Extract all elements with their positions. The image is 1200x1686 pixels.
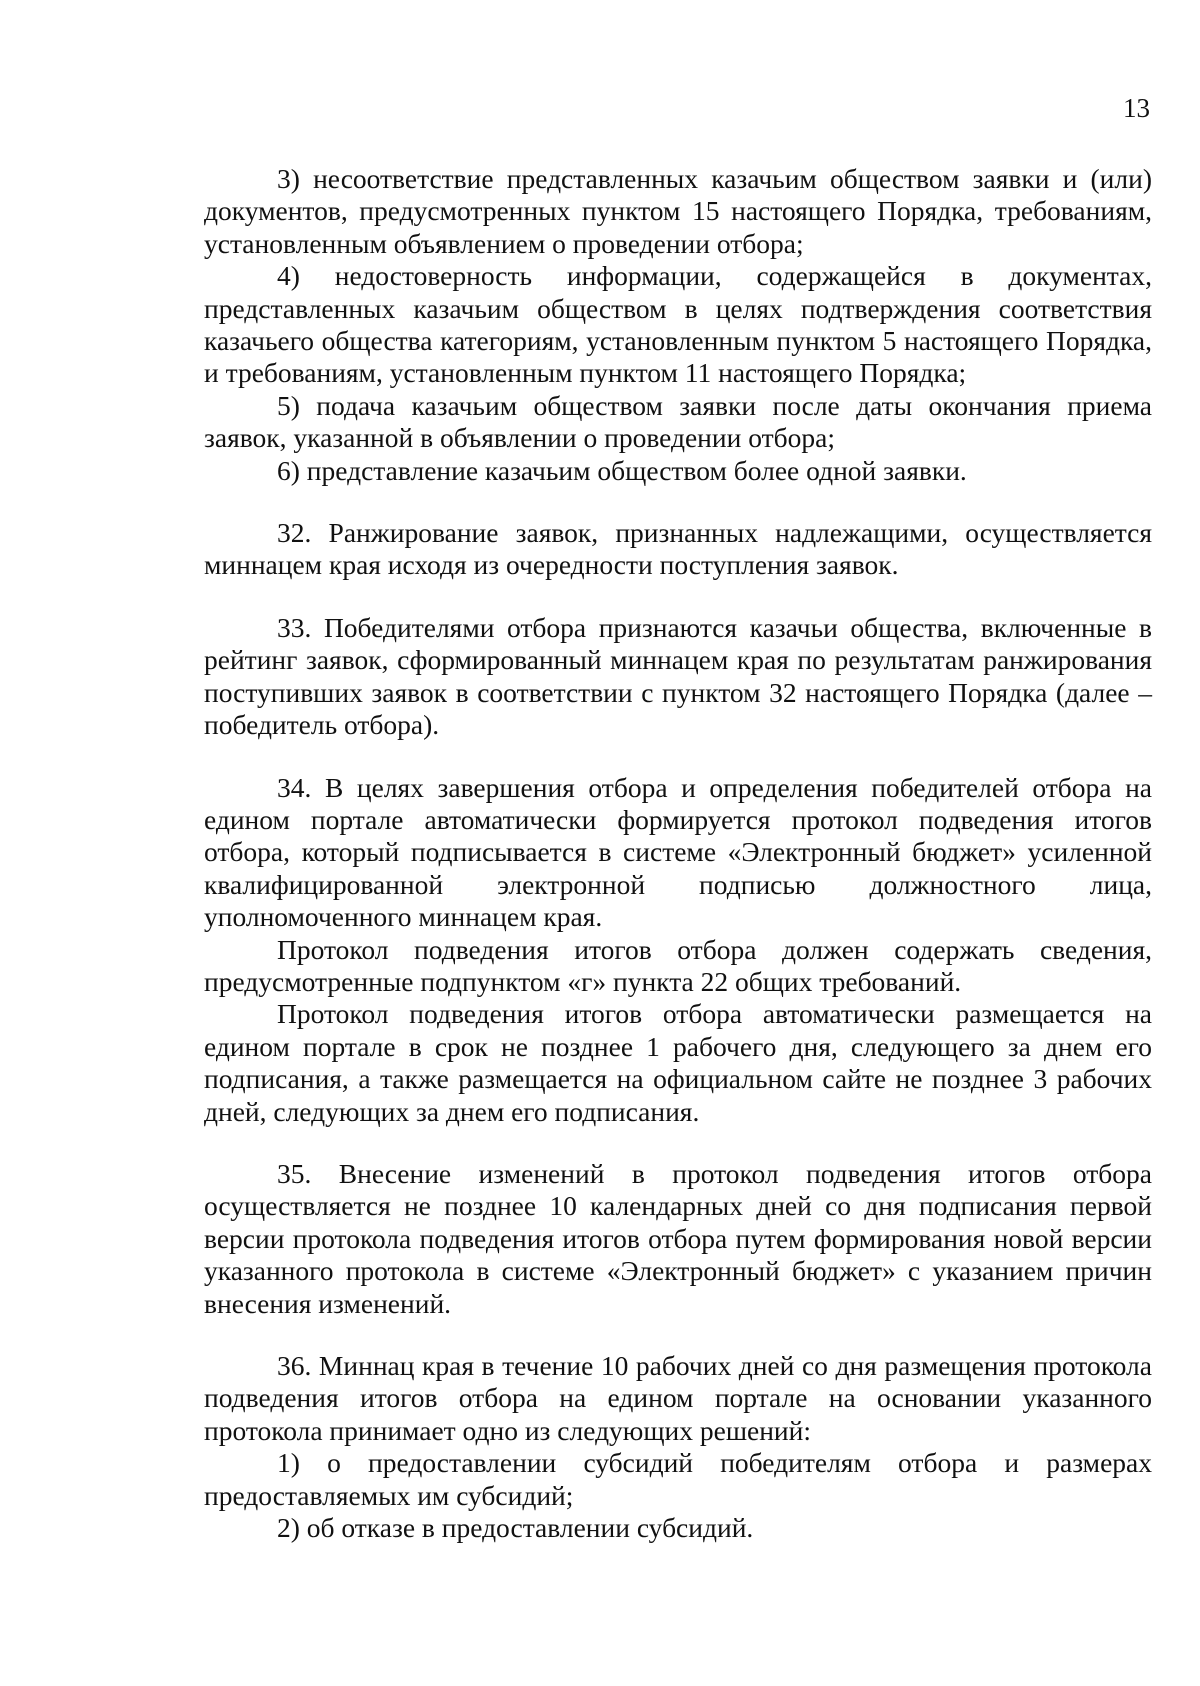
paragraph-spacer [204,487,1152,517]
clause-33: 33. Победителями отбора признаются казачьи общества, включенные в рейтинг заявок, сформированный миннацем края по результатам ранжирования поступивших заявок в соответствии с пунктом 32 настоящего Порядка (далее – победитель отбора). [204,611,1152,741]
list-item-4: 4) недостоверность информации, содержащейся в документах, представленных казачьим обществом в целях подтверждения соответствия казачьего общества категориям, установленным пунктом 5 настоящего Порядка, и требованиям, установленным пунктом 11 настоящего Порядка; [204,260,1152,389]
clause-36-item-1: 1) о предоставлении субсидий победителям отбора и размерах предоставляемых им субсидий; [204,1447,1152,1511]
clause-32: 32. Ранжирование заявок, признанных надлежащими, осуществляется миннацем края исходя из очередности поступления заявок. [204,517,1152,581]
clause-34-paragraph-2: Протокол подведения итогов отбора должен содержать сведения, предусмотренные подпунктом «г» пункта 22 общих требований. [204,933,1152,997]
list-item-3: 3) несоответствие представленных казачьим обществом заявки и (или) документов, предусмотренных пунктом 15 настоящего Порядка, требованиям, установленным объявлением о проведении отбора; [204,163,1152,259]
paragraph-spacer [204,1320,1152,1350]
clause-35: 35. Внесение изменений в протокол подведения итогов отбора осуществляется не позднее 10 календарных дней со дня подписания первой версии протокола подведения итогов отбора путем формирования новой версии указанного протокола в системе «Электронный бюджет» с указанием причин внесения изменений. [204,1157,1152,1319]
paragraph-spacer [204,1128,1152,1158]
list-item-5: 5) подача казачьим обществом заявки после даты окончания приема заявок, указанной в объявлении о проведении отбора; [204,389,1152,454]
clause-36-item-2: 2) об отказе в предоставлении субсидий. [277,1512,754,1544]
clause-34: 34. В целях завершения отбора и определения победителей отбора на едином портале автоматически формируется протокол подведения итогов отбора, который подписывается в системе «Электронный бюджет» усиленной квалифицированной электронной подписью должностного лица, уполномоченного миннацем края. [204,771,1152,933]
clause-36: 36. Миннац края в течение 10 рабочих дней со дня размещения протокола подведения итогов отбора на едином портале на основании указанного протокола принимает одно из следующих решений: [204,1350,1152,1446]
paragraph-spacer [204,742,1152,772]
clause-34-paragraph-3: Протокол подведения итогов отбора автоматически размещается на едином портале в срок не позднее 1 рабочего дня, следующего за днем его подписания, а также размещается на официальном сайте не позднее 3 рабочих дней, следующих за днем его подписания. [204,998,1152,1127]
list-item-6: 6) представление казачьим обществом более одной заявки. [277,454,967,486]
paragraph-spacer [204,582,1152,612]
document-body [204,163,1152,1544]
page-number: 13 [1123,93,1150,123]
